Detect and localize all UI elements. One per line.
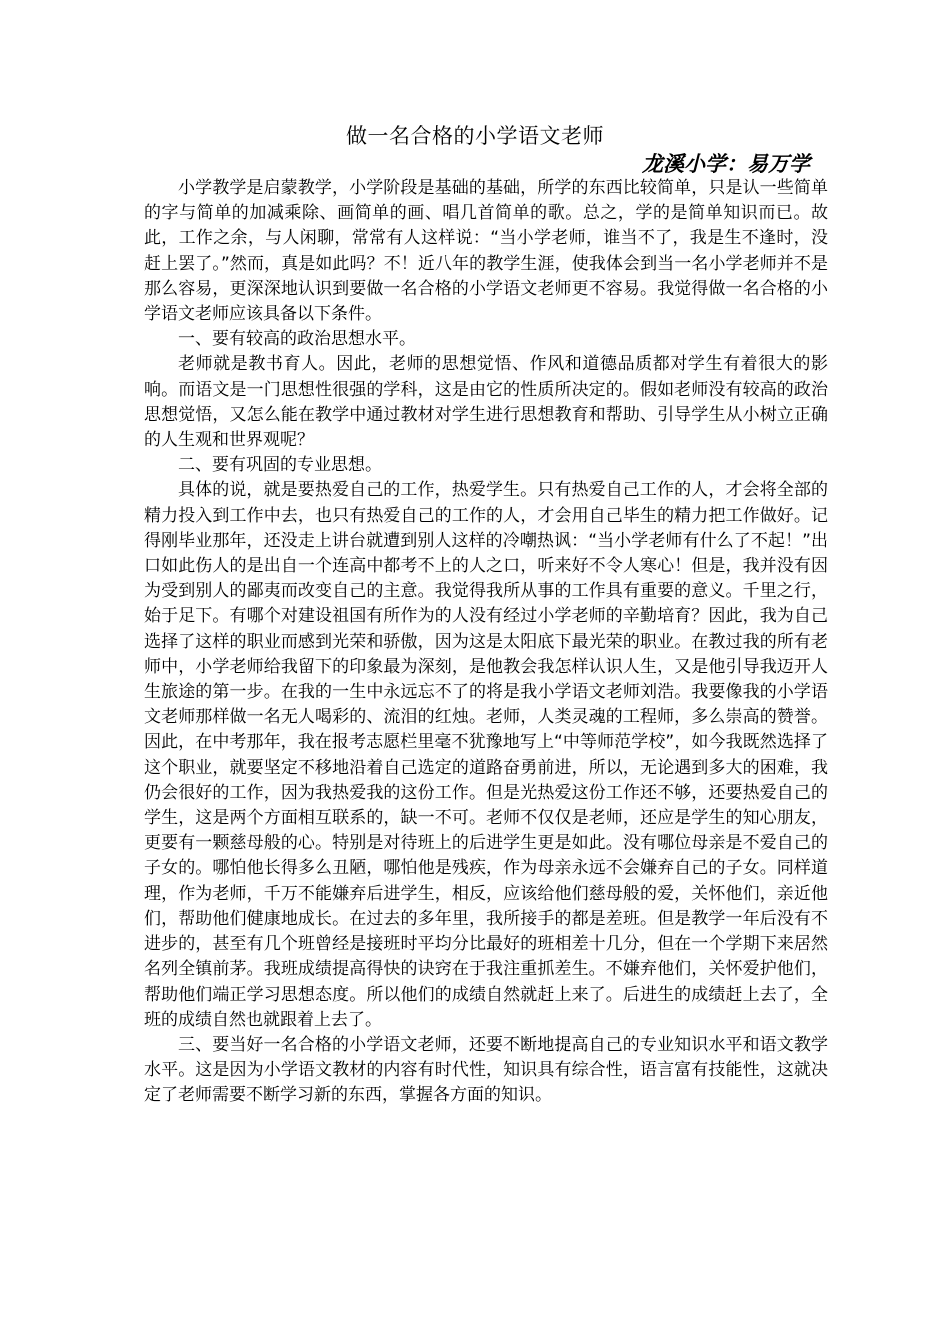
paragraph-heading-1: 一、要有较高的政治思想水平。 (178, 329, 416, 350)
paragraph-section-3: 三、要当好一名合格的小学语文老师，还要不断地提高自己的专业知识水平和语文教学水平。这是因为小学语文教材的内容有时代性，知识具有综合性，语言富有技能性，这就决定了老师需要不断学习新的东西，掌握各方面的知识。 (144, 1034, 828, 1106)
document-author: 龙溪小学：易万学 (642, 152, 810, 176)
document-body (144, 176, 828, 1109)
paragraph-heading-2: 二、要有巩固的专业思想。 (178, 455, 382, 476)
paragraph-section-1: 老师就是教书育人。因此，老师的思想觉悟、作风和道德品质都对学生有着很大的影响。而语文是一门思想性很强的学科，这是由它的性质所决定的。假如老师没有较高的政治思想觉悟，又怎么能在教学中通过教材对学生进行思想教育和帮助、引导学生从小树立正确的人生观和世界观呢？ (144, 354, 828, 451)
paragraph-intro: 小学教学是启蒙教学，小学阶段是基础的基础，所学的东西比较简单，只是认一些简单的字与简单的加减乘除、画简单的画、唱几首简单的歌。总之，学的是简单知识而已。故此，工作之余，与人闲聊，常常有人这样说：“当小学老师，谁当不了，我是生不逢时，没赶上罢了。”然而，真是如此吗？不！近八年的教学生涯，使我体会到当一名小学老师并不是那么容易，更深深地认识到要做一名合格的小学语文老师更不容易。我觉得做一名合格的小学语文老师应该具备以下条件。 (144, 178, 828, 325)
paragraph-section-2: 具体的说，就是要热爱自己的工作，热爱学生。只有热爱自己工作的人，才会将全部的精力投入到工作中去，也只有热爱自己的工作的人，才会用自己毕生的精力把工作做好。记得刚毕业那年，还没走上讲台就遭到别人这样的冷嘲热讽：“当小学老师有什么了不起！”出口如此伤人的是出自一个连高中都考不上的人之口，听来好不令人寒心！但是，我并没有因为受到别人的鄙夷而改变自己的主意。我觉得我所从事的工作具有重要的意义。千里之行，始于足下。有哪个对建设祖国有所作为的人没有经过小学老师的辛勤培育？因此，我为自己选择了这样的职业而感到光荣和骄傲，因为这是太阳底下最光荣的职业。在教过我的所有老师中，小学老师给我留下的印象最为深刻，是他教会我怎样认识人生，又是他引导我迈开人生旅途的第一步。在我的一生中永远忘不了的将是我小学语文老师刘浩。我要像我的小学语文老师那样做一名无人喝彩的、流泪的红烛。老师，人类灵魂的工程师，多么崇高的赞誉。因此，在中考那年，我在报考志愿栏里毫不犹豫地写上“中等师范学校”，如今我既然选择了这个职业，就要坚定不移地沿着自己选定的道路奋勇前进，所以，无论遇到多大的困难，我仍会很好的工作，因为我热爱我的这份工作。但是光热爱这份工作还不够，还要热爱自己的学生，这是两个方面相互联系的，缺一不可。老师不仅仅是老师，还应是学生的知心朋友，更要有一颗慈母般的心。特别是对待班上的后进学生更是如此。没有哪位母亲是不爱自己的子女的。哪怕他长得多么丑陋，哪怕他是残疾，作为母亲永远不会嫌弃自己的子女。同样道理，作为老师，千万不能嫌弃后进学生，相反，应该给他们慈母般的爱，关怀他们，亲近他们，帮助他们健康地成长。在过去的多年里，我所接手的都是差班。但是教学一年后没有不进步的，甚至有几个班曾经是接班时平均分比最好的班相差十几分，但在一个学期下来居然名列全镇前茅。我班成绩提高得快的诀窍在于我注重抓差生。不嫌弃他们，关怀爱护他们，帮助他们端正学习思想态度。所以他们的成绩自然就赶上来了。后进生的成绩赶上去了，全班的成绩自然也就跟着上去了。 (144, 480, 828, 1030)
document-title: 做一名合格的小学语文老师 (346, 124, 604, 148)
